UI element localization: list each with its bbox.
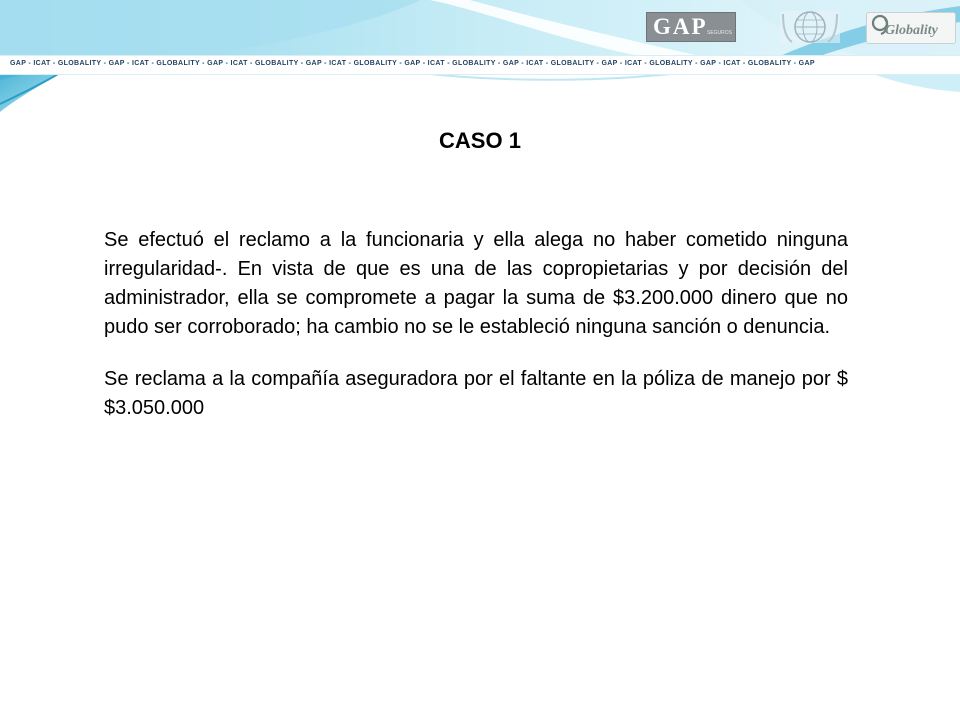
slide-title: CASO 1	[439, 128, 521, 153]
ticker-text: GAP - ICAT - GLOBALITY - GAP - ICAT - GLOBALITY - GAP - ICAT - GLOBALITY - GAP - ICAT - GLOBALITY - GAP - ICAT - GLOBALITY - GAP - ICAT - GLOBALITY - GAP - ICAT - GLOBALITY - GAP - ICAT - GLOBALITY - GAP	[10, 60, 815, 67]
globality-logo	[866, 12, 956, 44]
gap-logo-subtext: SEGUROS	[707, 30, 733, 36]
body-paragraph-1: Se efectuó el reclamo a la funcionaria y ella alega no haber cometido ninguna irregularidad-. En vista de que es una de las copropietarias y por decisión del administrador, ella se compromete a pagar la suma de $3.200.000 dinero que no pudo ser corroborado; ha cambio no se le estableció ninguna sanción o denuncia.	[104, 229, 848, 338]
body-paragraph-2: Se reclama a la compañía aseguradora por el faltante en la póliza de manejo por $ $3.050.000	[104, 368, 848, 419]
header-banner	[0, 0, 960, 112]
ticker-strip	[0, 55, 960, 75]
icat-globe-logo	[780, 8, 840, 46]
globality-logo-text: Globality	[885, 23, 938, 38]
gap-logo-text: GAP	[653, 14, 708, 39]
gap-logo	[646, 12, 736, 42]
slide-body	[104, 226, 848, 446]
